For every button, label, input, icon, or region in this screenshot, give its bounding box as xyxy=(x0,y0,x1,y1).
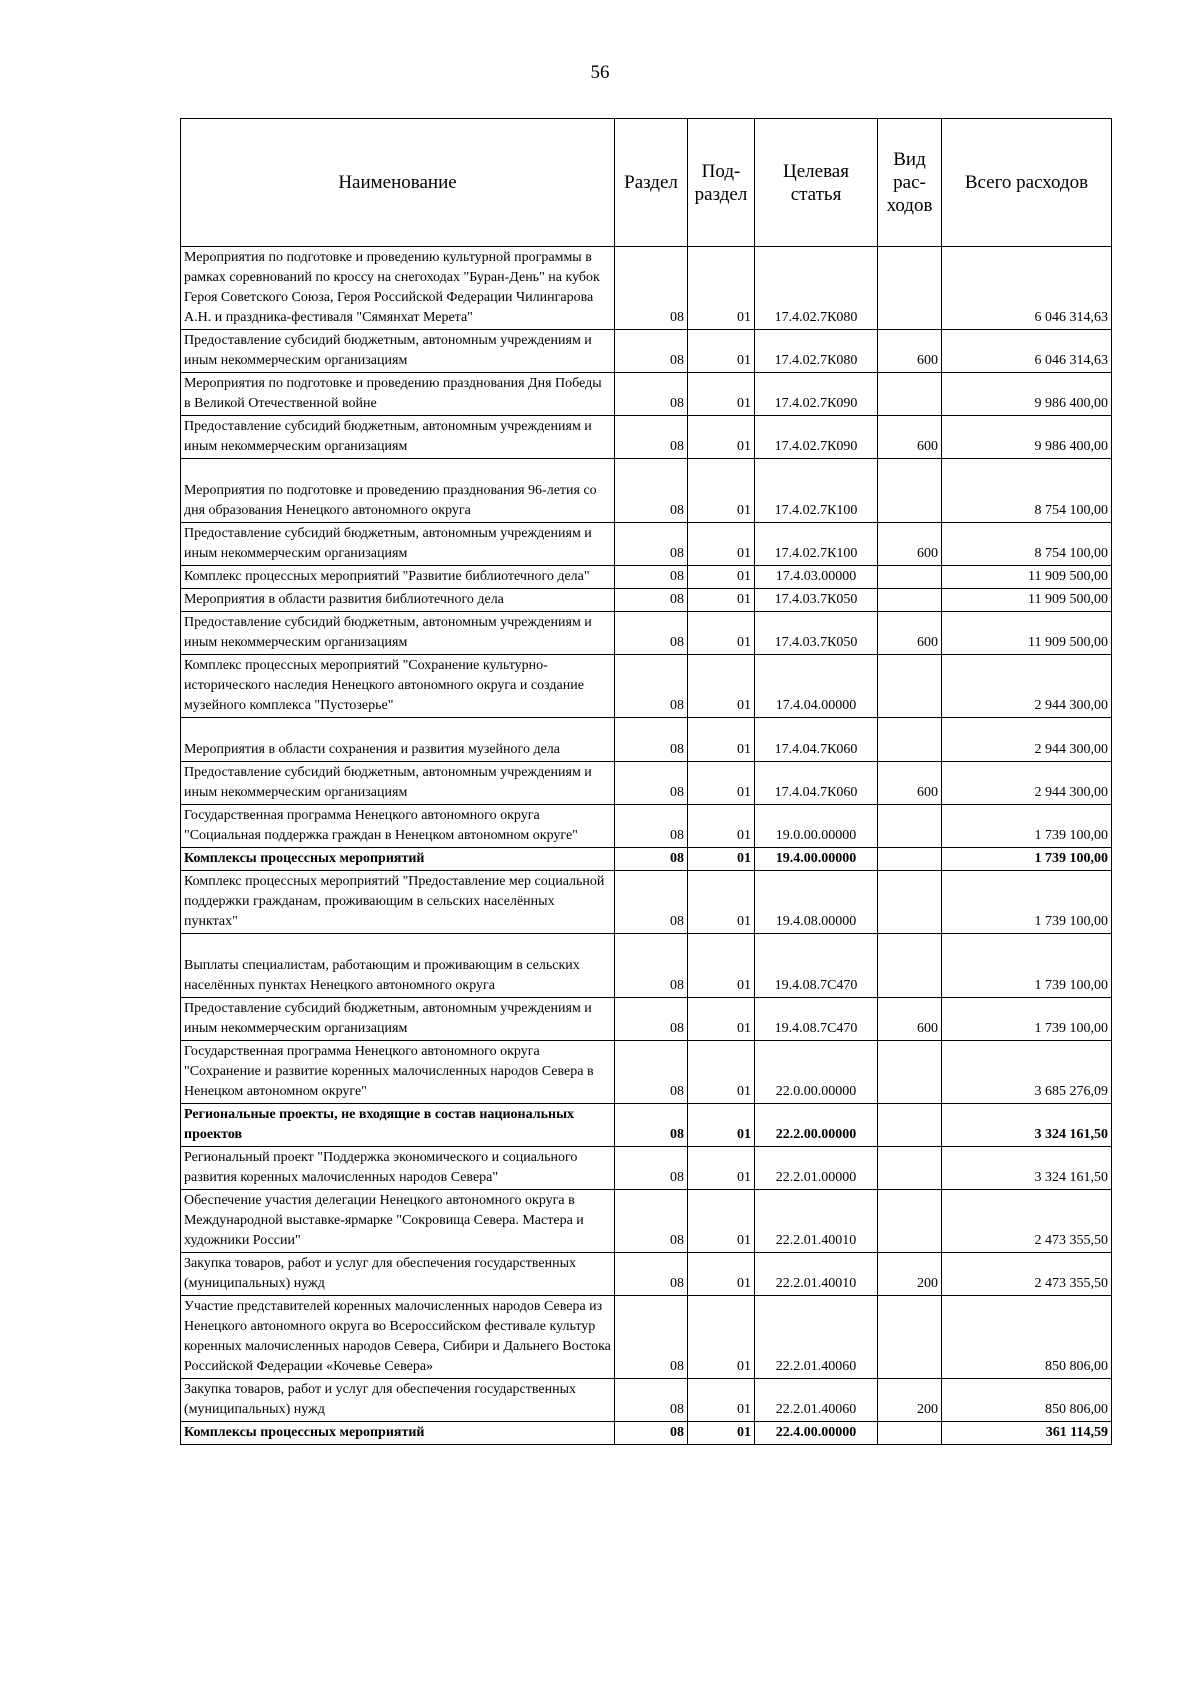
cell-name: Обеспечение участия делегации Ненецкого автономного округа в Международной выставке-ярмарке "Сокровища Севера. Мастера и художники России" xyxy=(181,1190,615,1253)
cell-subsection: 01 xyxy=(688,589,755,612)
cell-subsection: 01 xyxy=(688,523,755,566)
cell-section: 08 xyxy=(615,1147,688,1190)
cell-subsection: 01 xyxy=(688,848,755,871)
cell-total: 9 986 400,00 xyxy=(942,416,1112,459)
header-name: Наименование xyxy=(181,119,615,247)
table-row xyxy=(181,1379,1112,1422)
cell-name: Выплаты специалистам, работающим и проживающим в сельских населённых пунктах Ненецкого автономного округа xyxy=(181,934,615,998)
table-row xyxy=(181,1296,1112,1379)
table-row xyxy=(181,1041,1112,1104)
cell-section: 08 xyxy=(615,1104,688,1147)
cell-section: 08 xyxy=(615,1379,688,1422)
table-row xyxy=(181,1147,1112,1190)
cell-name: Мероприятия в области сохранения и развития музейного дела xyxy=(181,718,615,762)
cell-target: 22.2.01.00000 xyxy=(755,1147,878,1190)
table-row xyxy=(181,871,1112,934)
cell-total: 1 739 100,00 xyxy=(942,848,1112,871)
cell-subsection: 01 xyxy=(688,1104,755,1147)
cell-subsection: 01 xyxy=(688,1041,755,1104)
cell-total: 850 806,00 xyxy=(942,1296,1112,1379)
table-row xyxy=(181,805,1112,848)
table-row xyxy=(181,1422,1112,1445)
cell-name: Предоставление субсидий бюджетным, автономным учреждениям и иным некоммерческим организациям xyxy=(181,330,615,373)
cell-name: Мероприятия по подготовке и проведению культурной программы в рамках соревнований по кроссу на снегоходах "Буран-День" на кубок Героя Советского Союза, Героя Российской Федерации Чилингарова А.Н. и праздника-фестиваля "Сямянхат Мерета" xyxy=(181,247,615,330)
cell-type xyxy=(878,1041,942,1104)
table-row xyxy=(181,1253,1112,1296)
header-subsection: Под- раздел xyxy=(688,119,755,247)
cell-type: 600 xyxy=(878,762,942,805)
cell-total: 3 685 276,09 xyxy=(942,1041,1112,1104)
cell-target: 22.2.01.40060 xyxy=(755,1379,878,1422)
cell-total: 3 324 161,50 xyxy=(942,1147,1112,1190)
table-row xyxy=(181,848,1112,871)
table-row xyxy=(181,566,1112,589)
cell-name: Государственная программа Ненецкого автономного округа "Социальная поддержка граждан в Ненецком автономном округе" xyxy=(181,805,615,848)
cell-type: 600 xyxy=(878,330,942,373)
cell-subsection: 01 xyxy=(688,373,755,416)
cell-target: 22.4.00.00000 xyxy=(755,1422,878,1445)
cell-name: Мероприятия в области развития библиотечного дела xyxy=(181,589,615,612)
cell-target: 17.4.02.7К090 xyxy=(755,416,878,459)
cell-total: 361 114,59 xyxy=(942,1422,1112,1445)
table-row xyxy=(181,247,1112,330)
cell-section: 08 xyxy=(615,566,688,589)
cell-name: Комплекс процессных мероприятий "Предоставление мер социальной поддержки гражданам, проживающим в сельских населённых пунктах" xyxy=(181,871,615,934)
cell-section: 08 xyxy=(615,1253,688,1296)
cell-target: 17.4.03.00000 xyxy=(755,566,878,589)
cell-type xyxy=(878,247,942,330)
cell-type xyxy=(878,1190,942,1253)
cell-type xyxy=(878,1147,942,1190)
cell-target: 19.4.08.00000 xyxy=(755,871,878,934)
cell-type: 600 xyxy=(878,416,942,459)
cell-total: 850 806,00 xyxy=(942,1379,1112,1422)
table-row xyxy=(181,459,1112,523)
budget-table xyxy=(180,118,1112,1445)
cell-subsection: 01 xyxy=(688,1296,755,1379)
cell-total: 1 739 100,00 xyxy=(942,871,1112,934)
cell-type xyxy=(878,934,942,998)
cell-total: 1 739 100,00 xyxy=(942,805,1112,848)
table-row xyxy=(181,998,1112,1041)
cell-target: 17.4.04.7К060 xyxy=(755,718,878,762)
cell-target: 17.4.04.7К060 xyxy=(755,762,878,805)
table-row xyxy=(181,934,1112,998)
cell-type: 600 xyxy=(878,998,942,1041)
cell-name: Комплекс процессных мероприятий "Сохранение культурно-исторического наследия Ненецкого автономного округа и создание музейного комплекса "Пустозерье" xyxy=(181,655,615,718)
cell-type xyxy=(878,1422,942,1445)
cell-subsection: 01 xyxy=(688,655,755,718)
cell-section: 08 xyxy=(615,871,688,934)
cell-subsection: 01 xyxy=(688,330,755,373)
cell-target: 22.2.01.40010 xyxy=(755,1253,878,1296)
table-row xyxy=(181,1190,1112,1253)
cell-subsection: 01 xyxy=(688,871,755,934)
cell-type: 600 xyxy=(878,523,942,566)
cell-target: 17.4.02.7К100 xyxy=(755,523,878,566)
cell-name: Предоставление субсидий бюджетным, автономным учреждениям и иным некоммерческим организациям xyxy=(181,612,615,655)
cell-name: Комплекс процессных мероприятий "Развитие библиотечного дела" xyxy=(181,566,615,589)
table-row xyxy=(181,718,1112,762)
cell-target: 17.4.03.7К050 xyxy=(755,612,878,655)
cell-subsection: 01 xyxy=(688,718,755,762)
cell-name: Предоставление субсидий бюджетным, автономным учреждениям и иным некоммерческим организациям xyxy=(181,998,615,1041)
cell-type xyxy=(878,848,942,871)
cell-name: Региональные проекты, не входящие в состав национальных проектов xyxy=(181,1104,615,1147)
cell-total: 8 754 100,00 xyxy=(942,523,1112,566)
table-row xyxy=(181,612,1112,655)
cell-subsection: 01 xyxy=(688,1253,755,1296)
cell-section: 08 xyxy=(615,1041,688,1104)
table-body xyxy=(181,247,1112,1445)
cell-type xyxy=(878,1296,942,1379)
cell-target: 17.4.02.7К080 xyxy=(755,247,878,330)
cell-total: 11 909 500,00 xyxy=(942,612,1112,655)
cell-section: 08 xyxy=(615,459,688,523)
table-row xyxy=(181,655,1112,718)
cell-type xyxy=(878,871,942,934)
cell-target: 22.2.01.40060 xyxy=(755,1296,878,1379)
table-row xyxy=(181,762,1112,805)
cell-name: Комплексы процессных мероприятий xyxy=(181,1422,615,1445)
cell-subsection: 01 xyxy=(688,805,755,848)
header-section: Раздел xyxy=(615,119,688,247)
cell-total: 6 046 314,63 xyxy=(942,330,1112,373)
cell-total: 2 944 300,00 xyxy=(942,718,1112,762)
cell-type xyxy=(878,655,942,718)
cell-target: 19.4.08.7С470 xyxy=(755,934,878,998)
cell-section: 08 xyxy=(615,805,688,848)
table-row xyxy=(181,330,1112,373)
cell-section: 08 xyxy=(615,373,688,416)
cell-section: 08 xyxy=(615,612,688,655)
table-row xyxy=(181,1104,1112,1147)
cell-name: Комплексы процессных мероприятий xyxy=(181,848,615,871)
cell-subsection: 01 xyxy=(688,762,755,805)
header-type: Вид рас- ходов xyxy=(878,119,942,247)
cell-type xyxy=(878,566,942,589)
cell-type xyxy=(878,589,942,612)
cell-target: 22.2.01.40010 xyxy=(755,1190,878,1253)
cell-total: 11 909 500,00 xyxy=(942,589,1112,612)
cell-type xyxy=(878,805,942,848)
cell-total: 8 754 100,00 xyxy=(942,459,1112,523)
cell-name: Региональный проект "Поддержка экономического и социального развития коренных малочисленных народов Севера" xyxy=(181,1147,615,1190)
cell-section: 08 xyxy=(615,523,688,566)
cell-total: 11 909 500,00 xyxy=(942,566,1112,589)
cell-section: 08 xyxy=(615,998,688,1041)
cell-subsection: 01 xyxy=(688,1422,755,1445)
cell-subsection: 01 xyxy=(688,1147,755,1190)
table-row xyxy=(181,416,1112,459)
cell-section: 08 xyxy=(615,1190,688,1253)
cell-section: 08 xyxy=(615,848,688,871)
cell-type xyxy=(878,373,942,416)
cell-total: 3 324 161,50 xyxy=(942,1104,1112,1147)
cell-subsection: 01 xyxy=(688,247,755,330)
cell-target: 19.4.08.7С470 xyxy=(755,998,878,1041)
cell-subsection: 01 xyxy=(688,416,755,459)
cell-total: 2 944 300,00 xyxy=(942,762,1112,805)
cell-section: 08 xyxy=(615,934,688,998)
cell-target: 19.0.00.00000 xyxy=(755,805,878,848)
table-row xyxy=(181,373,1112,416)
cell-target: 17.4.02.7К100 xyxy=(755,459,878,523)
cell-section: 08 xyxy=(615,655,688,718)
cell-target: 19.4.00.00000 xyxy=(755,848,878,871)
cell-total: 1 739 100,00 xyxy=(942,998,1112,1041)
cell-target: 22.0.00.00000 xyxy=(755,1041,878,1104)
cell-subsection: 01 xyxy=(688,1190,755,1253)
cell-target: 17.4.03.7К050 xyxy=(755,589,878,612)
header-row xyxy=(181,119,1112,247)
cell-name: Мероприятия по подготовке и проведению празднования 96-летия со дня образования Ненецкого автономного округа xyxy=(181,459,615,523)
cell-name: Участие представителей коренных малочисленных народов Севера из Ненецкого автономного округа во Всероссийском фестивале культур коренных малочисленных народов Севера, Сибири и Дальнего Востока Российской Федерации «Кочевье Севера» xyxy=(181,1296,615,1379)
header-total: Всего расходов xyxy=(942,119,1112,247)
cell-name: Предоставление субсидий бюджетным, автономным учреждениям и иным некоммерческим организациям xyxy=(181,523,615,566)
cell-type xyxy=(878,1104,942,1147)
cell-section: 08 xyxy=(615,1422,688,1445)
cell-name: Мероприятия по подготовке и проведению празднования Дня Победы в Великой Отечественной войне xyxy=(181,373,615,416)
cell-subsection: 01 xyxy=(688,998,755,1041)
cell-subsection: 01 xyxy=(688,934,755,998)
cell-name: Закупка товаров, работ и услуг для обеспечения государственных (муниципальных) нужд xyxy=(181,1379,615,1422)
cell-target: 22.2.00.00000 xyxy=(755,1104,878,1147)
cell-total: 9 986 400,00 xyxy=(942,373,1112,416)
cell-subsection: 01 xyxy=(688,1379,755,1422)
cell-section: 08 xyxy=(615,416,688,459)
table-row xyxy=(181,589,1112,612)
cell-target: 17.4.04.00000 xyxy=(755,655,878,718)
cell-total: 2 473 355,50 xyxy=(942,1190,1112,1253)
cell-section: 08 xyxy=(615,1296,688,1379)
cell-target: 17.4.02.7К090 xyxy=(755,373,878,416)
cell-type xyxy=(878,459,942,523)
cell-section: 08 xyxy=(615,762,688,805)
cell-section: 08 xyxy=(615,330,688,373)
cell-name: Предоставление субсидий бюджетным, автономным учреждениям и иным некоммерческим организациям xyxy=(181,762,615,805)
cell-total: 2 473 355,50 xyxy=(942,1253,1112,1296)
page-number: 56 xyxy=(590,62,610,83)
cell-type xyxy=(878,718,942,762)
header-target: Целевая статья xyxy=(755,119,878,247)
cell-section: 08 xyxy=(615,718,688,762)
cell-type: 200 xyxy=(878,1253,942,1296)
cell-section: 08 xyxy=(615,589,688,612)
cell-name: Государственная программа Ненецкого автономного округа "Сохранение и развитие коренных малочисленных народов Севера в Ненецком автономном округе" xyxy=(181,1041,615,1104)
cell-total: 6 046 314,63 xyxy=(942,247,1112,330)
cell-subsection: 01 xyxy=(688,566,755,589)
cell-name: Закупка товаров, работ и услуг для обеспечения государственных (муниципальных) нужд xyxy=(181,1253,615,1296)
table-row xyxy=(181,523,1112,566)
cell-total: 1 739 100,00 xyxy=(942,934,1112,998)
cell-target: 17.4.02.7К080 xyxy=(755,330,878,373)
cell-section: 08 xyxy=(615,247,688,330)
cell-subsection: 01 xyxy=(688,459,755,523)
cell-total: 2 944 300,00 xyxy=(942,655,1112,718)
cell-subsection: 01 xyxy=(688,612,755,655)
cell-name: Предоставление субсидий бюджетным, автономным учреждениям и иным некоммерческим организациям xyxy=(181,416,615,459)
cell-type: 600 xyxy=(878,612,942,655)
cell-type: 200 xyxy=(878,1379,942,1422)
